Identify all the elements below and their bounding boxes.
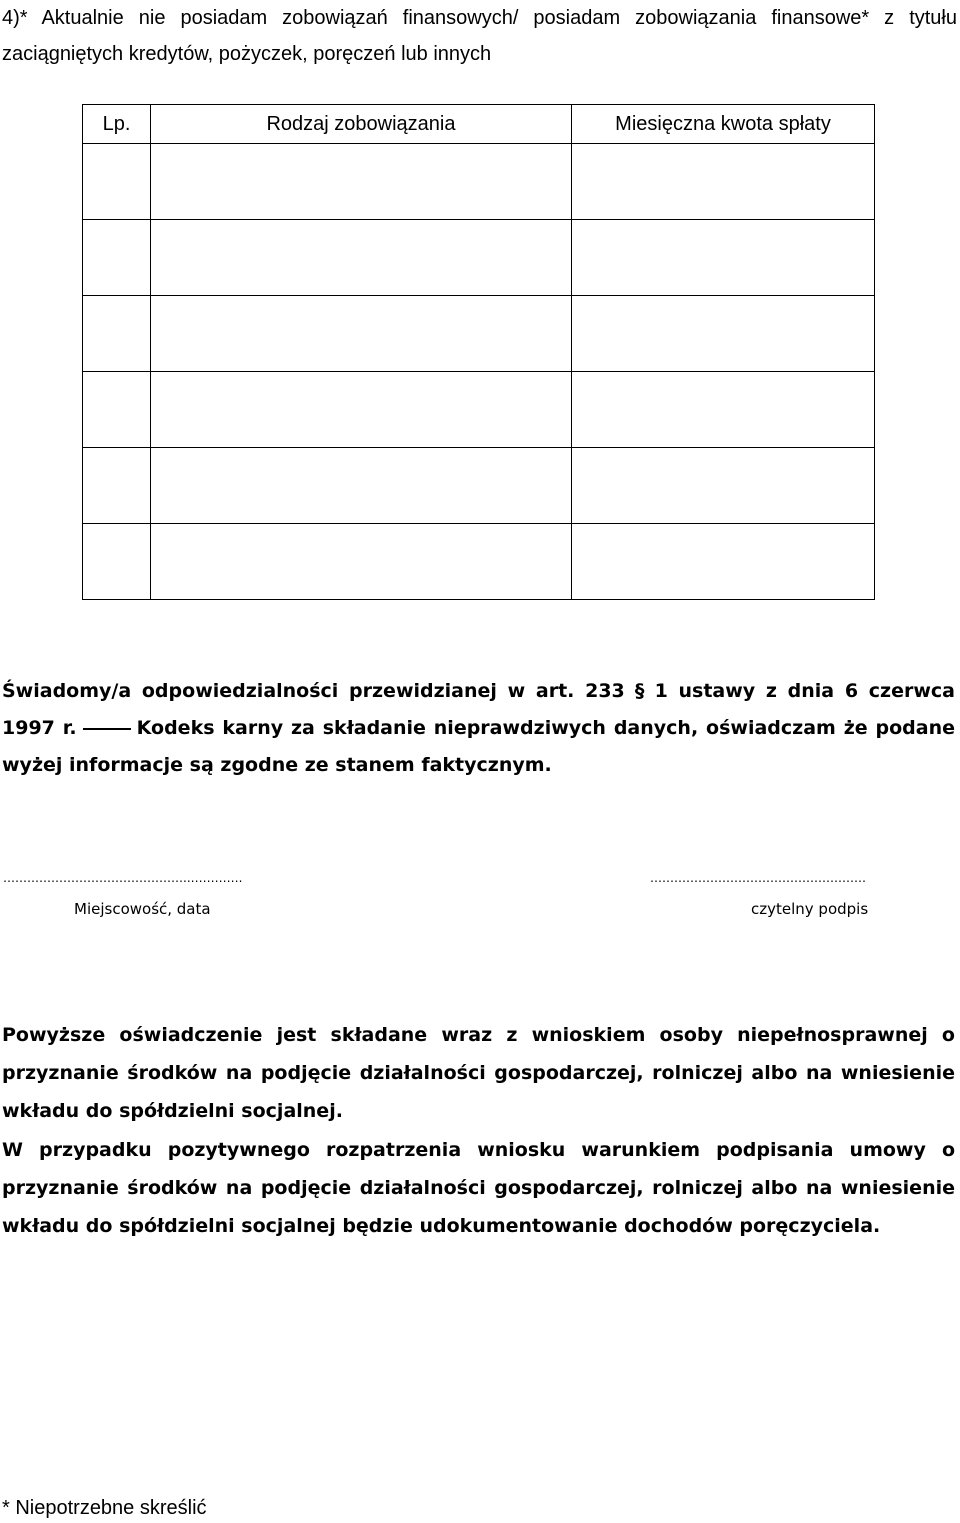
intro-statement: 4)* Aktualnie nie posiadam zobowiązań finansowych/ posiadam zobowiązania finansowe* z tytułu zaciągniętych kredytów, pożyczek, poręczeń lub innych [2, 7, 957, 65]
table-cell-monthly-amount[interactable] [572, 296, 875, 372]
table-cell-lp[interactable] [83, 296, 151, 372]
table-cell-monthly-amount[interactable] [572, 220, 875, 296]
table-row [83, 144, 875, 220]
table-row [83, 220, 875, 296]
column-header-liability-type: Rodzaj zobowiązania [151, 105, 572, 144]
table-row [83, 296, 875, 372]
table-cell-monthly-amount[interactable] [572, 448, 875, 524]
guarantor-paragraph-text: W przypadku pozytywnego rozpatrzenia wniosku warunkiem podpisania umowy o przyznanie środków na podjęcie działalności gospodarczej, rolniczej albo na wniesienie wkładu do spółdzielni socjalnej będzie udokumentowanie dochodów poręczyciela. [2, 1139, 955, 1237]
statement-paragraph [2, 1016, 955, 1130]
signature-dotted-line[interactable]: ……………………………………………… [650, 871, 866, 885]
em-dash-divider [83, 728, 131, 730]
liabilities-table [82, 104, 875, 600]
table-cell-lp[interactable] [83, 524, 151, 600]
table-cell-monthly-amount[interactable] [572, 524, 875, 600]
table-cell-liability-type[interactable] [151, 144, 572, 220]
column-header-monthly-amount: Miesięczna kwota spłaty [572, 105, 875, 144]
section-symbol: § [634, 680, 645, 702]
footnote: * Niepotrzebne skreślić [2, 1497, 207, 1519]
table-row [83, 448, 875, 524]
table-cell-liability-type[interactable] [151, 220, 572, 296]
table-row [83, 372, 875, 448]
guarantor-paragraph [2, 1131, 955, 1245]
statement-paragraph-text: Powyższe oświadczenie jest składane wraz z wnioskiem osoby niepełnosprawnej o przyznanie środków na podjęcie działalności gospodarczej, rolniczej albo na wniesienie wkładu do spółdzielni socjalnej. [2, 1024, 955, 1122]
table-cell-liability-type[interactable] [151, 448, 572, 524]
table-cell-liability-type[interactable] [151, 372, 572, 448]
table-cell-lp[interactable] [83, 448, 151, 524]
table-cell-lp[interactable] [83, 372, 151, 448]
table-cell-liability-type[interactable] [151, 524, 572, 600]
declaration-part-3: Kodeks karny za składanie nieprawdziwych danych, oświadczam że podane wyżej informacje są zgodne ze stanem faktycznym. [2, 717, 956, 776]
table-cell-lp[interactable] [83, 220, 151, 296]
table-cell-lp[interactable] [83, 144, 151, 220]
table-cell-liability-type[interactable] [151, 296, 572, 372]
place-date-label: Miejscowość, data [74, 900, 211, 918]
table-cell-monthly-amount[interactable] [572, 144, 875, 220]
column-header-lp: Lp. [83, 105, 151, 144]
signature-label: czytelny podpis [751, 900, 869, 918]
declaration-part-1: Świadomy/a odpowiedzialności przewidzianej w art. 233 [2, 680, 625, 702]
table-row [83, 524, 875, 600]
table-header-row [83, 105, 875, 144]
declaration-part-2: 1 ustawy z dnia 6 czerwca 1997 r. [2, 680, 955, 739]
table-cell-monthly-amount[interactable] [572, 372, 875, 448]
place-date-dotted-line[interactable]: ………………………………………..…………. [3, 871, 243, 885]
liability-declaration [2, 673, 955, 784]
